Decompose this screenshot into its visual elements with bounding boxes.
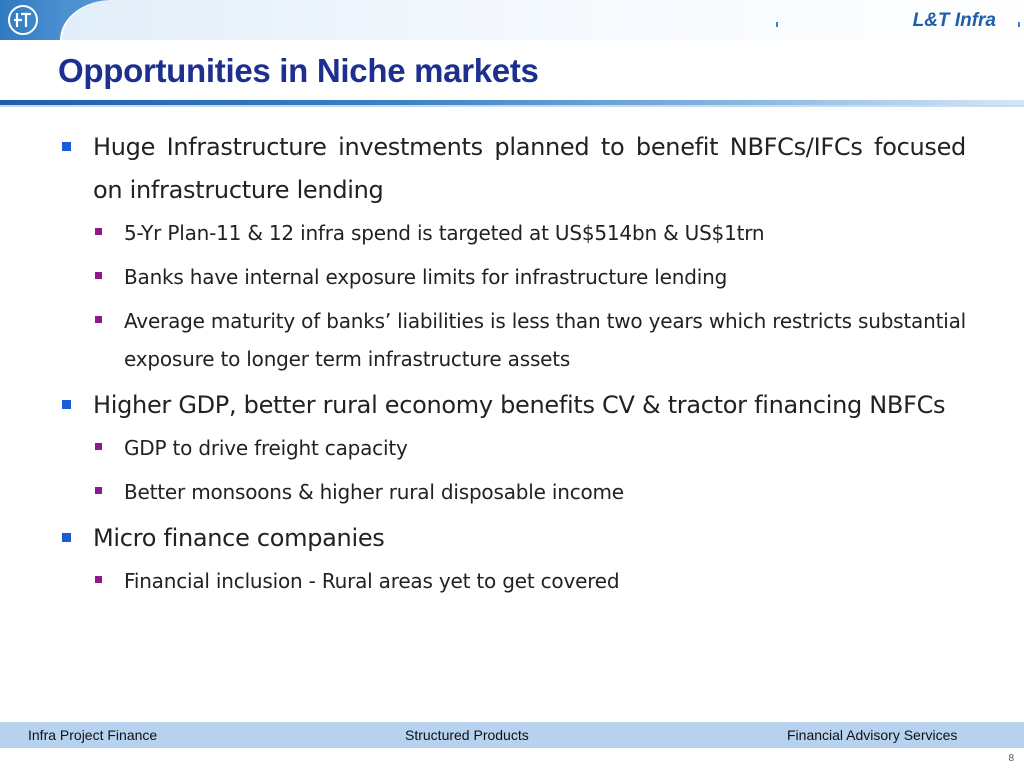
square-bullet-icon <box>95 272 102 279</box>
sub-bullet-item <box>62 258 966 296</box>
footer-center-label: Structured Products <box>405 727 529 743</box>
bullet-list <box>62 126 966 606</box>
square-bullet-icon <box>62 142 71 151</box>
square-bullet-icon <box>62 533 71 542</box>
footer-left-label: Infra Project Finance <box>28 727 158 743</box>
sub-bullet-text: Average maturity of banks’ liabilities is less than two years which restricts substantial exposure to longer term infrastructure assets <box>124 309 966 371</box>
brand-name: L&T Infra <box>912 10 996 31</box>
sub-bullet-text: Better monsoons & higher rural disposable income <box>124 480 624 504</box>
sub-bullet-text: GDP to drive freight capacity <box>124 436 408 460</box>
bullet-text: Higher GDP, better rural economy benefits CV & tractor financing NBFCs <box>93 391 946 419</box>
sub-bullet-text: Financial inclusion - Rural areas yet to get covered <box>124 569 620 593</box>
header-bar <box>0 0 1024 40</box>
sub-bullet-item <box>62 214 966 252</box>
square-bullet-icon <box>95 443 102 450</box>
bullet-item <box>62 126 966 212</box>
header-curve-fill <box>62 0 1024 40</box>
header-marker <box>1018 22 1020 27</box>
bullet-item <box>62 517 966 560</box>
sub-bullet-item <box>62 429 966 467</box>
footer-right-label: Financial Advisory Services <box>787 727 958 743</box>
sub-bullet-item <box>62 562 966 600</box>
square-bullet-icon <box>95 228 102 235</box>
sub-bullet-item <box>62 302 966 378</box>
lt-logo-icon <box>8 5 38 35</box>
page-number: 8 <box>1008 753 1014 764</box>
bullet-text: Huge Infrastructure investments planned to benefit NBFCs/IFCs focused on infrastructure lending <box>93 133 966 204</box>
sub-bullet-item <box>62 473 966 511</box>
page-title: Opportunities in Niche markets <box>58 52 539 89</box>
square-bullet-icon <box>95 316 102 323</box>
bullet-text: Micro finance companies <box>93 524 385 552</box>
header-marker <box>776 22 778 27</box>
square-bullet-icon <box>95 576 102 583</box>
title-divider-shadow <box>0 105 1024 107</box>
square-bullet-icon <box>95 487 102 494</box>
footer-bar <box>0 722 1024 748</box>
square-bullet-icon <box>62 400 71 409</box>
bullet-item <box>62 384 966 427</box>
sub-bullet-text: Banks have internal exposure limits for infrastructure lending <box>124 265 728 289</box>
sub-bullet-text: 5-Yr Plan-11 & 12 infra spend is targeted at US$514bn & US$1trn <box>124 221 765 245</box>
